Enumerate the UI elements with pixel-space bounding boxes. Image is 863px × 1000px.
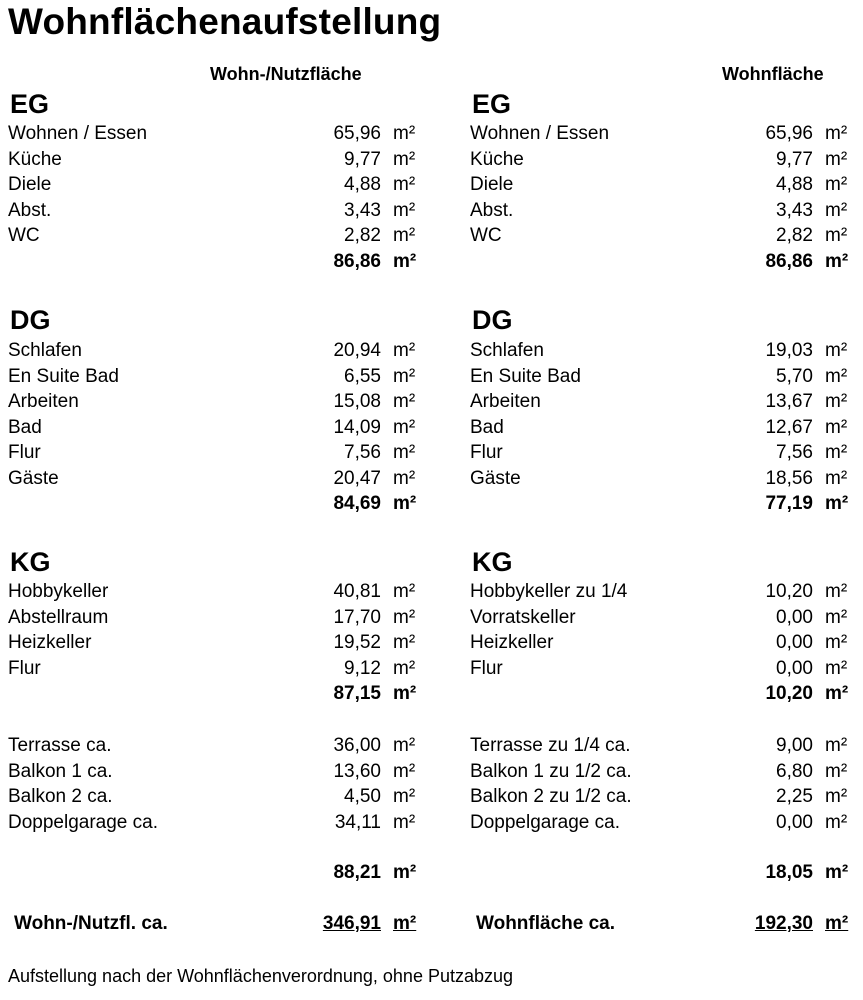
table-row: [470, 466, 855, 491]
unit-label: m²: [825, 442, 848, 463]
row-label: Terrasse zu 1/4 ca.: [470, 735, 631, 756]
row-value: 9,77: [776, 148, 813, 170]
unit-label: m²: [393, 786, 416, 807]
unit-label: m²: [825, 416, 848, 438]
row-label: Terrasse ca.: [8, 735, 112, 756]
row-label: Heizkeller: [470, 632, 554, 653]
row-label: Arbeiten: [470, 391, 541, 412]
table-row: [470, 579, 855, 604]
unit-label: m²: [825, 606, 848, 628]
table-row: [8, 147, 423, 172]
table-row: [470, 172, 855, 197]
unit-label: m²: [825, 493, 849, 514]
row-value: 9,00: [776, 735, 813, 756]
row-label: Abstellraum: [8, 606, 109, 628]
unit-label: m²: [393, 862, 417, 883]
grand-total-value: 346,91: [322, 913, 381, 934]
unit-label: m²: [393, 735, 416, 756]
unit-label: m²: [393, 657, 416, 679]
row-value: 86,86: [333, 250, 381, 272]
row-value: 4,88: [344, 174, 381, 195]
row-value: 18,05: [765, 862, 813, 883]
row-label: Balkon 2 ca.: [8, 786, 113, 807]
table-row: [470, 223, 855, 248]
unit-label: m²: [393, 391, 416, 412]
row-label: Balkon 2 zu 1/2 ca.: [470, 786, 632, 807]
unit-label: m²: [825, 148, 848, 170]
row-label: Küche: [470, 148, 524, 170]
unit-label: m²: [825, 862, 849, 883]
row-value: 65,96: [333, 123, 381, 144]
row-value: 18,56: [765, 467, 813, 489]
table-row: [8, 656, 423, 681]
table-row: [8, 415, 423, 440]
unit-label: m²: [393, 174, 416, 195]
row-label: Balkon 1 ca.: [8, 760, 113, 782]
page-title: Wohnflächenaufstellung: [8, 1, 442, 42]
table-row: [470, 759, 855, 784]
unit-label: m²: [825, 735, 848, 756]
grand-total-row: [14, 910, 423, 938]
unit-label: m²: [825, 657, 848, 679]
row-value: 13,60: [333, 760, 381, 782]
grand-total-unit: m²: [825, 913, 849, 934]
row-value: 13,67: [765, 391, 813, 412]
section-heading-eg: EG: [472, 89, 512, 119]
table-row: [8, 121, 423, 146]
unit-label: m²: [393, 225, 416, 246]
left-column-header: Wohn-/Nutzfläche: [210, 64, 362, 84]
unit-label: m²: [393, 581, 416, 602]
unit-label: m²: [393, 760, 416, 782]
section-heading-eg: EG: [10, 89, 50, 119]
table-row: [470, 415, 855, 440]
row-label: Doppelgarage ca.: [470, 811, 620, 833]
subtotal-row: [8, 249, 423, 274]
row-label: Gäste: [470, 467, 521, 489]
row-label: En Suite Bad: [470, 365, 581, 387]
unit-label: m²: [825, 811, 848, 833]
row-value: 9,77: [344, 148, 381, 170]
row-value: 5,70: [776, 365, 813, 387]
table-row: [470, 338, 855, 363]
unit-label: m²: [825, 365, 848, 387]
row-label: Hobbykeller: [8, 581, 109, 602]
section-heading-dg: DG: [10, 305, 51, 335]
row-value: 4,50: [344, 786, 381, 807]
unit-label: m²: [825, 760, 848, 782]
subtotal-row: [470, 860, 855, 885]
table-row: [8, 364, 423, 389]
row-value: 20,47: [333, 467, 381, 489]
unit-label: m²: [825, 225, 848, 246]
table-row: [470, 656, 855, 681]
subtotal-row: [470, 491, 855, 516]
table-row: [8, 389, 423, 414]
row-value: 87,15: [333, 683, 381, 704]
table-row: [8, 733, 423, 758]
unit-label: m²: [825, 340, 848, 361]
table-row: [8, 605, 423, 630]
table-row: [470, 605, 855, 630]
row-value: 36,00: [333, 735, 381, 756]
row-value: 9,12: [344, 657, 381, 679]
section-heading-kg: KG: [10, 547, 51, 577]
row-label: Flur: [8, 657, 41, 679]
table-row: [8, 440, 423, 465]
unit-label: m²: [825, 632, 848, 653]
subtotal-row: [8, 491, 423, 516]
row-value: 84,69: [333, 493, 381, 514]
row-value: 12,67: [765, 416, 813, 438]
unit-label: m²: [825, 199, 848, 221]
row-label: Abst.: [470, 199, 514, 221]
unit-label: m²: [393, 365, 416, 387]
table-row: [470, 121, 855, 146]
row-value: 0,00: [776, 606, 813, 628]
row-label: Heizkeller: [8, 632, 92, 653]
row-value: 0,00: [776, 632, 813, 653]
table-row: [470, 784, 855, 809]
footer-note: Aufstellung nach der Wohnflächenverordnung, ohne Putzabzug: [8, 966, 514, 986]
table-row: [8, 198, 423, 223]
row-value: 6,80: [776, 760, 813, 782]
row-value: 2,82: [344, 225, 381, 246]
row-label: Balkon 1 zu 1/2 ca.: [470, 760, 632, 782]
row-value: 86,86: [765, 250, 813, 272]
table-row: [8, 759, 423, 784]
row-value: 40,81: [333, 581, 381, 602]
subtotal-row: [8, 860, 423, 885]
row-value: 3,43: [344, 199, 381, 221]
row-value: 3,43: [776, 199, 813, 221]
row-label: Flur: [8, 442, 41, 463]
unit-label: m²: [393, 442, 416, 463]
unit-label: m²: [825, 174, 848, 195]
table-row: [8, 223, 423, 248]
row-label: Wohnen / Essen: [8, 123, 148, 144]
table-row: [470, 630, 855, 655]
subtotal-row: [470, 249, 855, 274]
row-label: Abst.: [8, 199, 52, 221]
unit-label: m²: [393, 250, 417, 272]
unit-label: m²: [393, 632, 416, 653]
unit-label: m²: [393, 416, 416, 438]
row-value: 0,00: [776, 811, 813, 833]
row-label: Schlafen: [470, 340, 544, 361]
row-label: Schlafen: [8, 340, 82, 361]
row-value: 4,88: [776, 174, 813, 195]
unit-label: m²: [393, 123, 416, 144]
row-value: 14,09: [333, 416, 381, 438]
unit-label: m²: [825, 391, 848, 412]
right-column-header: Wohnfläche: [722, 64, 824, 84]
row-label: Doppelgarage ca.: [8, 811, 158, 833]
row-label: Vorratskeller: [470, 606, 576, 628]
grand-total-unit: m²: [393, 913, 417, 934]
row-label: Küche: [8, 148, 62, 170]
grand-total-row: [476, 910, 855, 938]
section-heading-dg: DG: [472, 305, 513, 335]
unit-label: m²: [825, 123, 848, 144]
row-value: 10,20: [765, 581, 813, 602]
row-label: WC: [470, 225, 502, 246]
unit-label: m²: [393, 199, 416, 221]
grand-total-label: Wohnfläche ca.: [476, 913, 616, 934]
row-value: 77,19: [765, 493, 813, 514]
row-value: 7,56: [344, 442, 381, 463]
row-value: 19,52: [333, 632, 381, 653]
section-heading-kg: KG: [472, 547, 513, 577]
row-label: Hobbykeller zu 1/4: [470, 581, 628, 602]
unit-label: m²: [825, 467, 848, 489]
unit-label: m²: [393, 811, 416, 833]
unit-label: m²: [393, 606, 416, 628]
row-label: En Suite Bad: [8, 365, 119, 387]
table-row: [470, 733, 855, 758]
table-row: [470, 440, 855, 465]
row-label: Diele: [8, 174, 52, 195]
row-value: 7,56: [776, 442, 813, 463]
row-value: 2,25: [776, 786, 813, 807]
unit-label: m²: [825, 250, 849, 272]
row-value: 0,00: [776, 657, 813, 679]
row-value: 2,82: [776, 225, 813, 246]
row-value: 17,70: [333, 606, 381, 628]
row-label: Bad: [470, 416, 504, 438]
table-row: [470, 389, 855, 414]
row-label: Diele: [470, 174, 514, 195]
grand-total-value: 192,30: [754, 913, 813, 934]
unit-label: m²: [825, 581, 848, 602]
row-label: Wohnen / Essen: [470, 123, 610, 144]
row-value: 88,21: [333, 862, 381, 883]
table-row: [8, 172, 423, 197]
subtotal-row: [8, 681, 423, 706]
unit-label: m²: [393, 493, 417, 514]
row-label: Arbeiten: [8, 391, 79, 412]
row-label: Flur: [470, 657, 503, 679]
unit-label: m²: [825, 683, 849, 704]
row-value: 65,96: [765, 123, 813, 144]
table-row: [8, 630, 423, 655]
unit-label: m²: [393, 340, 416, 361]
table-row: [470, 364, 855, 389]
table-row: [8, 579, 423, 604]
row-label: Bad: [8, 416, 42, 438]
subtotal-row: [470, 681, 855, 706]
row-value: 20,94: [333, 340, 381, 361]
table-row: [470, 147, 855, 172]
unit-label: m²: [393, 148, 416, 170]
table-row: [8, 784, 423, 809]
table-row: [470, 198, 855, 223]
row-value: 10,20: [765, 683, 813, 704]
grand-total-label: Wohn-/Nutzfl. ca.: [14, 913, 168, 934]
unit-label: m²: [825, 786, 848, 807]
unit-label: m²: [393, 683, 417, 704]
row-label: Gäste: [8, 467, 59, 489]
row-value: 15,08: [333, 391, 381, 412]
row-value: 34,11: [334, 811, 381, 833]
table-row: [8, 810, 423, 835]
unit-label: m²: [393, 467, 416, 489]
table-row: [8, 466, 423, 491]
row-value: 6,55: [344, 365, 381, 387]
row-label: Flur: [470, 442, 503, 463]
row-value: 19,03: [765, 340, 813, 361]
table-row: [470, 810, 855, 835]
row-label: WC: [8, 225, 40, 246]
table-row: [8, 338, 423, 363]
